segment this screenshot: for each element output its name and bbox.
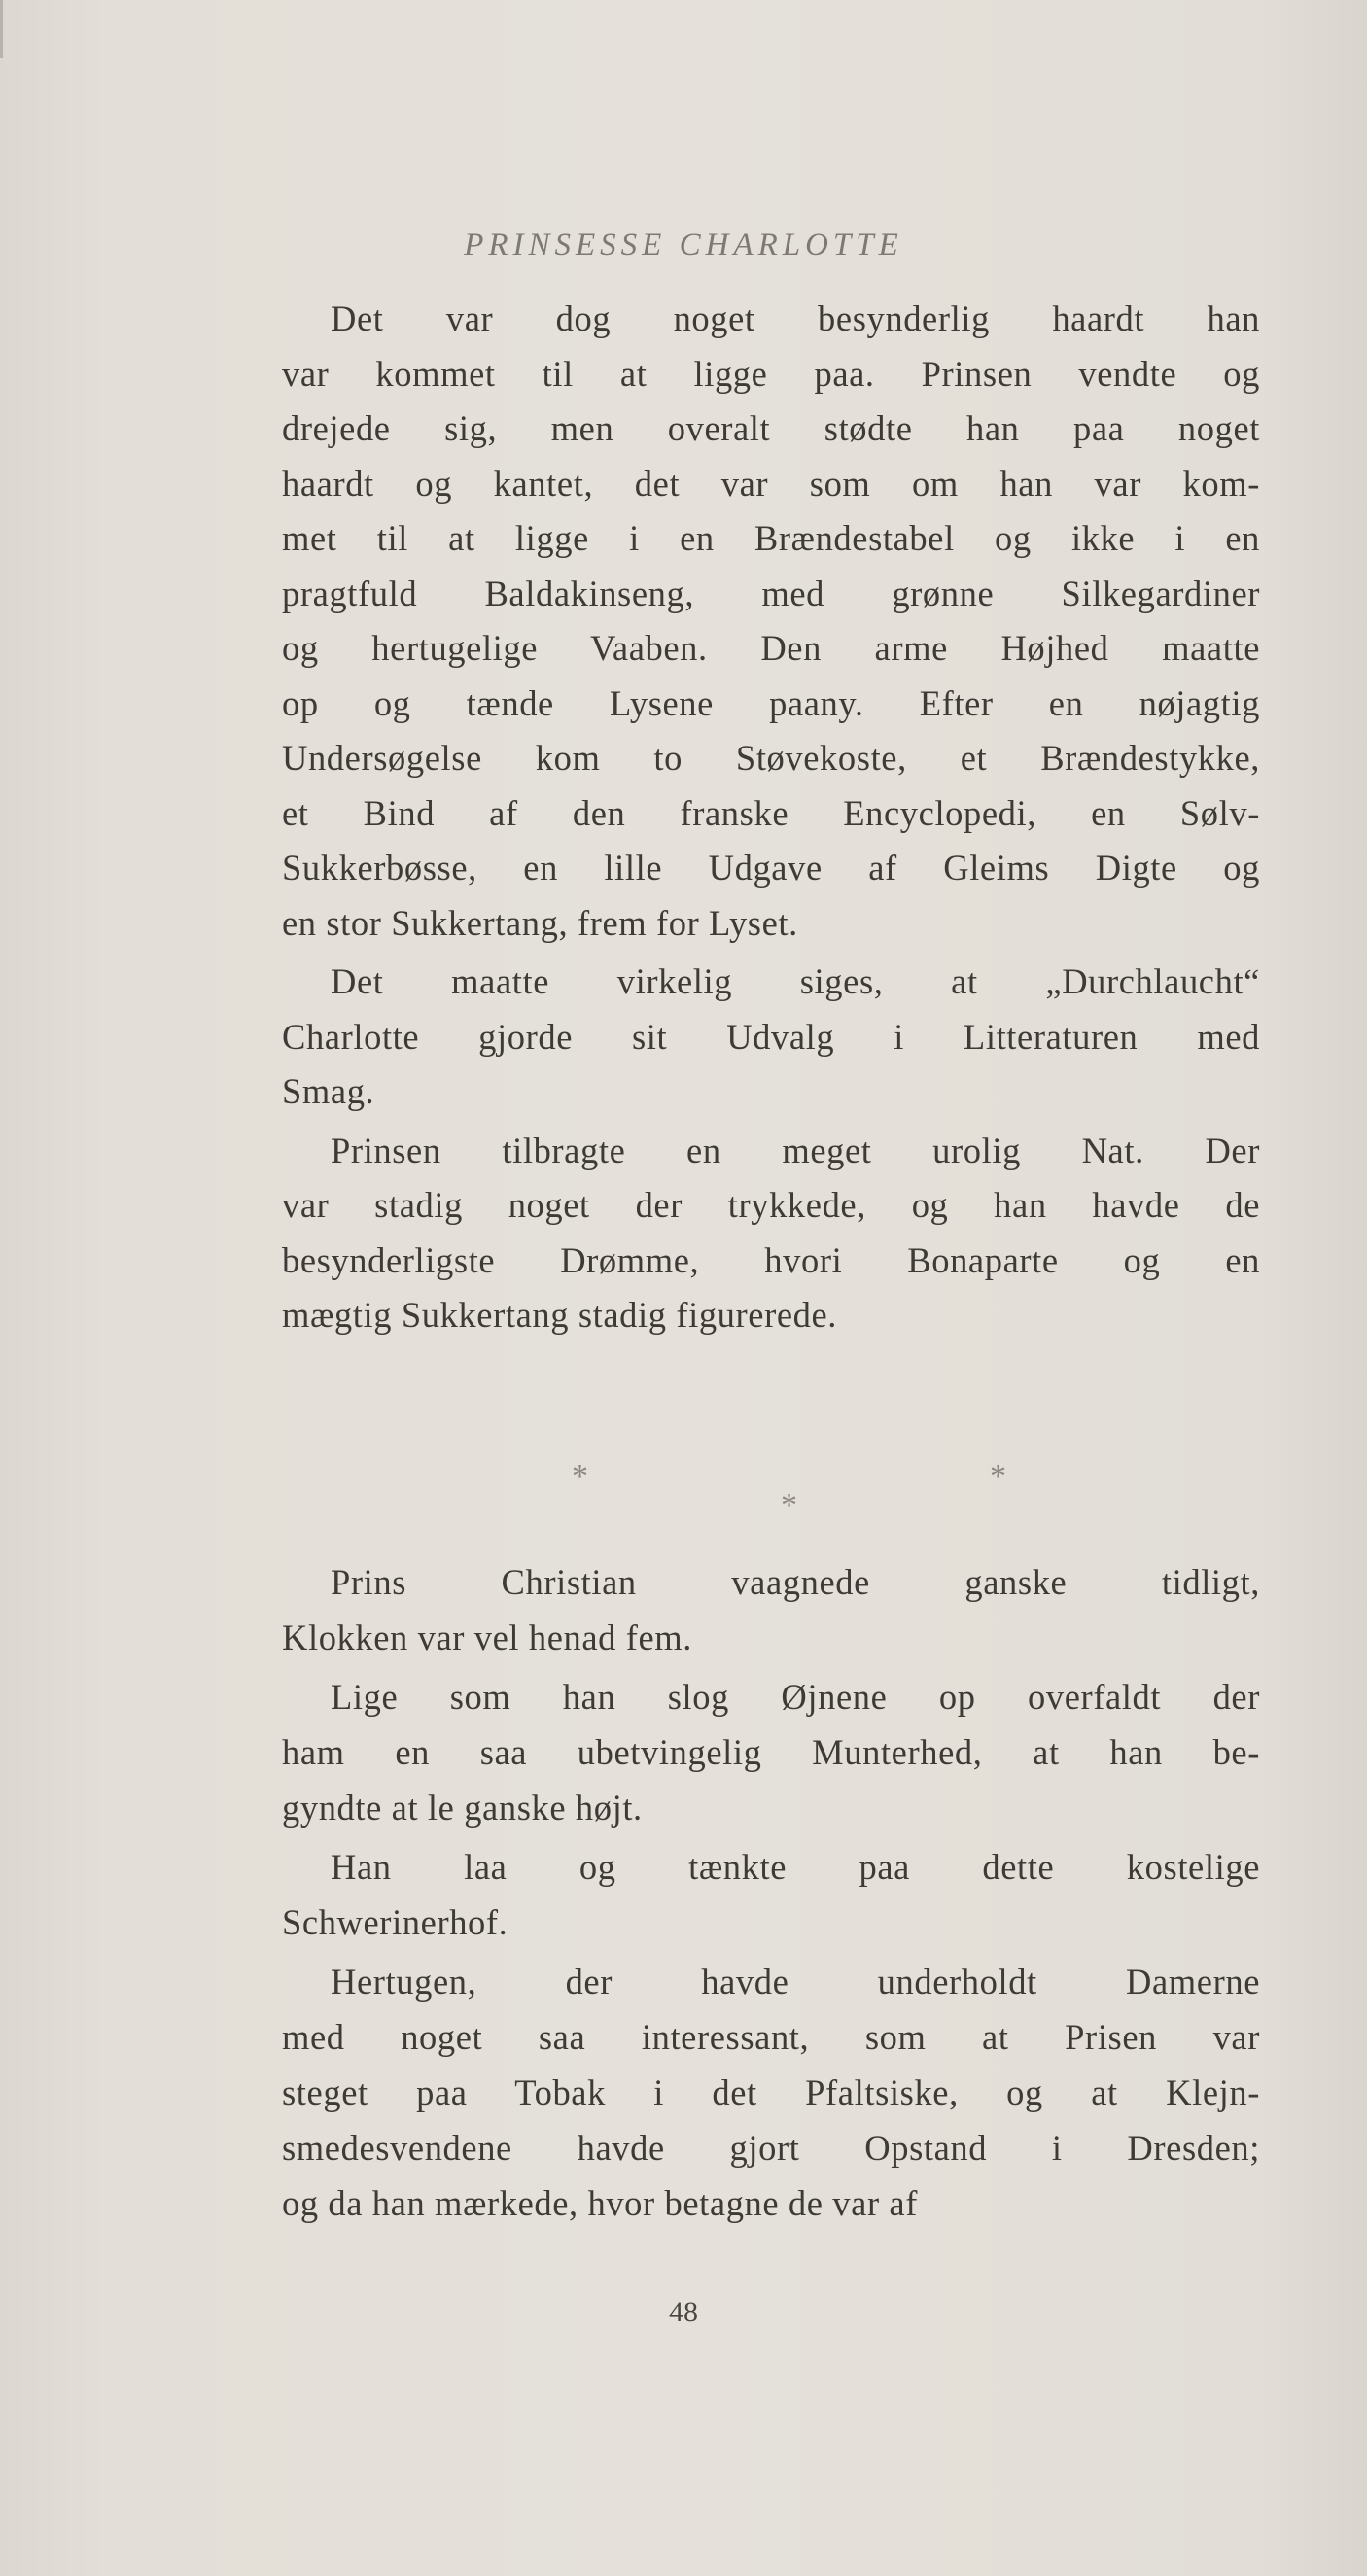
text-line: ham en saa ubetvingelig Munterhed, at han be- (282, 1732, 1260, 1772)
asterism-separator (0, 1458, 1367, 1536)
text-line: Lige som han slog Øjnene op overfaldt der (331, 1677, 1260, 1717)
running-head: PRINSESSE CHARLOTTE (464, 227, 903, 262)
text-line: Charlotte gjorde sit Udvalg i Litteraturen med (282, 1016, 1260, 1057)
text-line: Hertugen, der havde underholdt Damerne (331, 1962, 1260, 2002)
text-line: mægtig Sukkertang stadig figurerede. (282, 1295, 838, 1335)
asterism-star-right: * (990, 1458, 1006, 1494)
text-line: Undersøgelse kom to Støvekoste, et Brændestykke, (282, 738, 1260, 778)
text-line: besynderligste Drømme, hvori Bonaparte og en (282, 1239, 1260, 1280)
text-line: Prins Christian vaagnede ganske tidligt, (331, 1562, 1260, 1602)
text-line: op og tænde Lysene paany. Efter en nøjagtig (282, 682, 1260, 723)
text-line: Klokken var vel henad fem. (282, 1618, 693, 1657)
text-line: drejede sig, men overalt stødte han paa noget (282, 408, 1260, 448)
text-line: og da han mærkede, hvor betagne de var af (282, 2183, 918, 2223)
text-line: en stor Sukkertang, frem for Lyset. (282, 902, 798, 943)
text-line: med noget saa interessant, som at Prisen var (282, 2017, 1260, 2057)
asterism-star-left: * (572, 1458, 588, 1494)
text-line: var stadig noget der trykkede, og han havde de (282, 1185, 1260, 1225)
page-number: 48 (669, 2296, 698, 2328)
text-line: steget paa Tobak i det Pfaltsiske, og at Klejn- (282, 2072, 1260, 2112)
text-line: Smag. (282, 1071, 375, 1111)
text-line: Prinsen tilbragte en meget urolig Nat. Der (331, 1130, 1260, 1170)
page-edge-mark (0, 0, 3, 58)
text-line: pragtfuld Baldakinseng, med grønne Silkegardiner (282, 573, 1260, 613)
text-line: var kommet til at ligge paa. Prinsen vendte og (282, 353, 1260, 394)
asterism-star-center: * (781, 1487, 797, 1523)
text-line: met til at ligge i en Brændestabel og ikke i en (282, 518, 1260, 558)
text-line: Det var dog noget besynderlig haardt han (331, 298, 1260, 338)
text-line: Schwerinerhof. (282, 1902, 508, 1942)
text-line: Sukkerbøsse, en lille Udgave af Gleims Digte og (282, 848, 1260, 888)
text-line: Det maatte virkelig siges, at „Durchlaucht“ (331, 961, 1260, 1001)
text-line: og hertugelige Vaaben. Den arme Højhed maatte (282, 628, 1260, 668)
text-line: haardt og kantet, det var som om han var kom- (282, 463, 1260, 504)
text-line: et Bind af den franske Encyclopedi, en Sølv- (282, 792, 1260, 833)
text-line: gyndte at le ganske højt. (282, 1788, 643, 1828)
text-line: Han laa og tænkte paa dette kostelige (331, 1847, 1260, 1887)
text-line: smedesvendene havde gjort Opstand i Dresden; (282, 2128, 1260, 2168)
